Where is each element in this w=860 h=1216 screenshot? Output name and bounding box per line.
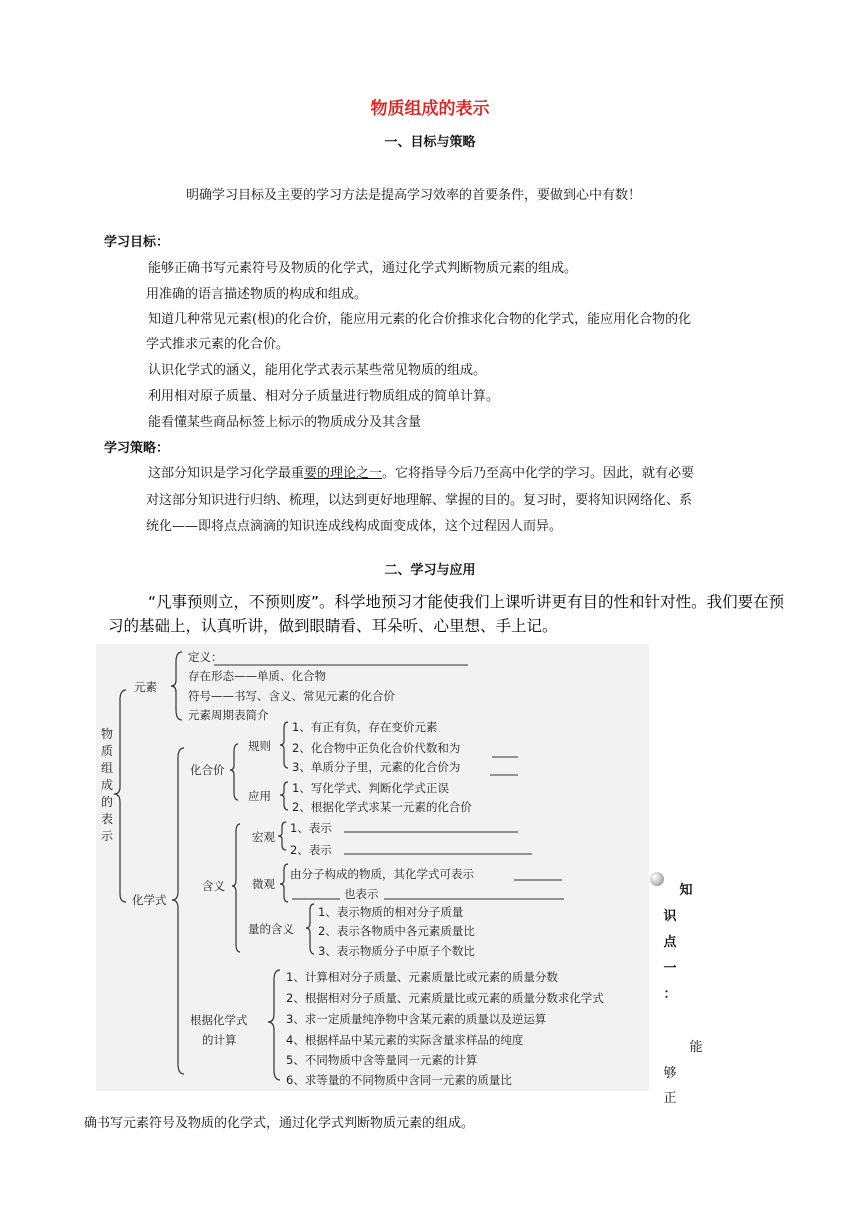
side-text-char: 能 <box>689 1040 703 1055</box>
element-node: 元素 <box>134 680 157 694</box>
element-item: 符号——书写、含义、常见元素的化合价 <box>188 689 395 703</box>
element-item: 存在形态——单质、化合物 <box>188 669 326 683</box>
calc-item: 4、根据样品中某元素的实际含量求样品的纯度 <box>286 1033 524 1047</box>
continuation-line: 确书写元素符号及物质的化学式，通过化学式判断物质元素的组成。 <box>84 1116 475 1131</box>
quantity-item: 3、表示物质分子中原子个数比 <box>318 944 475 958</box>
strategy-line: 对这部分知识进行归纳、梳理，以达到更好地理解、掌握的目的。复习时，要将知识网络化、系 <box>146 493 693 508</box>
rules-node: 规则 <box>248 739 271 753</box>
formula-node: 化学式 <box>132 893 167 907</box>
calc-item: 2、根据相对分子质量、元素质量比或元素的质量分数求化学式 <box>286 991 604 1005</box>
macro-item: 1、表示 <box>290 821 332 835</box>
goal-item: 利用相对原子质量、相对分子质量进行物质组成的简单计算。 <box>148 389 500 404</box>
calc-node: 根据化学式 <box>190 1013 248 1027</box>
formula-brace <box>172 748 184 1074</box>
strategy-line: 统化——即将点点滴滴的知识连成线构成面变成体，这个过程因人而异。 <box>146 519 563 534</box>
root-char: 示 <box>100 829 113 843</box>
macro-node: 宏观 <box>252 830 275 844</box>
calc-item: 6、求等量的不同物质中含同一元素的质量比 <box>286 1073 512 1087</box>
side-heading-char: ： <box>663 987 677 1002</box>
calc-item: 5、不同物质中含等量同一元素的计算 <box>286 1053 478 1067</box>
side-heading-char: 一 <box>663 961 677 976</box>
root-char: 表 <box>100 812 113 826</box>
calc-item: 1、计算相对分子质量、元素质量比或元素的质量分数 <box>286 970 558 984</box>
strategy-text: 这部分知识是学习化学最重 <box>148 466 305 481</box>
side-heading-char: 识 <box>663 909 677 924</box>
root-char: 成 <box>100 778 113 792</box>
quantity-item: 1、表示物质的相对分子质量 <box>318 905 464 919</box>
quote-paragraph: “凡事预则立，不预则废”。科学地预习才能使我们上课听讲更有目的性和针对性。我们要在预习的基础上，认真听讲，做到眼睛看、耳朵听、心里想、手上记。 <box>108 593 785 635</box>
apply-item: 1、写化学式、判断化学式正误 <box>292 781 449 795</box>
meaning-brace <box>232 824 240 952</box>
micro-item: 也表示 <box>344 887 379 901</box>
rule-item: 2、化合物中正负化合价代数和为 <box>292 741 461 755</box>
apply-item: 2、根据化学式求某一元素的化合价 <box>292 800 472 814</box>
strategy-heading: 学习策略： <box>104 441 170 456</box>
intro-text: 明确学习目标及主要的学习方法是提高学习效率的首要条件，要做到心中有数！ <box>186 188 642 203</box>
element-item: 元素周期表简介 <box>188 708 269 722</box>
goal-item: 知道几种常见元素(根)的化合价，能应用元素的化合价推求化合物的化学式，能应用化合物的化 <box>148 312 692 327</box>
root-char: 物 <box>100 727 113 741</box>
micro-brace <box>280 864 288 902</box>
element-item: 定义： <box>188 650 223 664</box>
side-text-char: 正 <box>663 1091 677 1106</box>
valence-node: 化合价 <box>190 763 225 777</box>
section-heading-learning-application: 二、学习与应用 <box>384 563 476 578</box>
meaning-node: 含义 <box>202 879 225 893</box>
quantity-node: 量的含义 <box>248 922 294 936</box>
micro-node: 微观 <box>252 877 275 891</box>
goal-item-continued: 学式推求元素的化合价。 <box>146 337 290 352</box>
macro-brace <box>278 822 286 850</box>
goal-item: 用准确的语言描述物质的构成和组成。 <box>146 287 368 302</box>
root-char: 组 <box>100 761 113 775</box>
quantity-brace <box>306 904 314 954</box>
diagram-root-label <box>100 726 114 845</box>
side-heading-char: 知 <box>679 883 693 898</box>
quantity-item: 2、表示各物质中各元素质量比 <box>318 924 475 938</box>
page-title: 物质组成的表示 <box>370 99 490 119</box>
root-char: 质 <box>100 744 113 758</box>
element-brace <box>171 652 182 720</box>
goal-item: 认识化学式的涵义，能用化学式表示某些常见物质的组成。 <box>148 363 487 378</box>
side-heading-char: 点 <box>663 935 677 950</box>
goal-item: 能够正确书写元素符号及物质的化学式，通过化学式判断物质元素的组成。 <box>148 261 578 276</box>
bullet-icon <box>650 872 664 886</box>
micro-item: 由分子构成的物质，其化学式可表示 <box>290 867 474 881</box>
calc-item: 3、求一定质量纯净物中含某元素的质量以及逆运算 <box>286 1012 547 1026</box>
side-text-char: 够 <box>663 1066 677 1081</box>
rules-brace <box>280 722 288 768</box>
calc-brace <box>268 970 280 1080</box>
goal-item: 能看懂某些商品标签上标示的物质成分及其含量 <box>148 415 422 430</box>
strategy-underlined-text: 要的理论之一 <box>304 466 383 481</box>
macro-item: 2、表示 <box>290 843 332 857</box>
knowledge-tree-diagram <box>96 644 649 1091</box>
valence-brace <box>230 744 238 800</box>
apply-brace <box>280 782 288 810</box>
rule-item: 3、单质分子里，元素的化合价为 <box>292 760 461 774</box>
strategy-text: 。它将指导今后乃至高中化学的学习。因此，就有必要 <box>382 466 695 481</box>
strategy-line <box>148 462 694 481</box>
calc-node-line2: 的计算 <box>202 1033 237 1047</box>
rule-item: 1、有正有负，存在变价元素 <box>292 720 438 734</box>
section-heading-goals-strategy: 一、目标与策略 <box>384 135 476 150</box>
root-brace <box>114 690 126 902</box>
goals-heading: 学习目标： <box>104 235 170 250</box>
root-char: 的 <box>100 795 113 809</box>
apply-node: 应用 <box>248 789 271 803</box>
